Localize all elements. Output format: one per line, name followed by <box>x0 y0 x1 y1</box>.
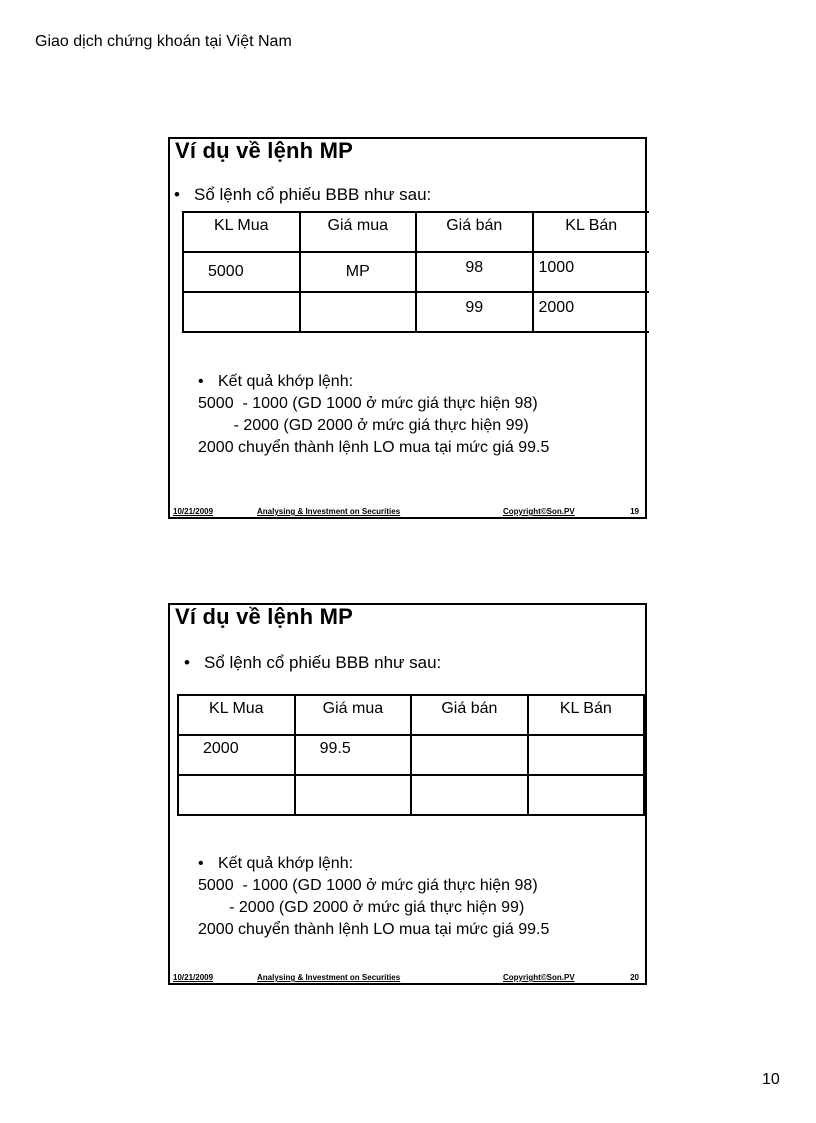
bullet-icon: • <box>184 653 190 672</box>
table-row <box>183 252 649 292</box>
table-cell <box>183 292 300 332</box>
result-line: - 2000 (GD 2000 ở mức giá thực hiện 99) <box>198 899 525 916</box>
table-cell: 98 <box>416 252 533 292</box>
table-cell <box>411 735 527 775</box>
order-book-table <box>177 694 645 816</box>
table-cell: 2000 <box>178 735 295 775</box>
slide-footer <box>173 505 639 516</box>
slide-intro <box>184 653 441 673</box>
page-header: Giao dịch chứng khoán tại Việt Nam <box>35 33 292 50</box>
header-kl-ban: KL Bán <box>528 695 644 735</box>
slide-intro <box>174 185 431 205</box>
table-header-row <box>178 695 644 735</box>
footer-slide-number: 20 <box>630 973 639 982</box>
table-cell <box>300 292 417 332</box>
footer-course: Analysing & Investment on Securities <box>257 507 401 516</box>
footer-date: 10/21/2009 <box>173 973 214 982</box>
table-cell: 2000 <box>533 292 650 332</box>
bullet-icon: • <box>198 855 204 872</box>
slide-title: Ví dụ về lệnh MP <box>175 138 354 163</box>
table-cell <box>178 775 295 815</box>
footer-course: Analysing & Investment on Securities <box>257 973 401 982</box>
result-line: - 2000 (GD 2000 ở mức giá thực hiện 99) <box>198 417 529 434</box>
header-kl-mua: KL Mua <box>183 212 300 252</box>
footer-copyright: Copyright©Son.PV <box>503 973 575 982</box>
table-row <box>178 775 644 815</box>
table-row <box>183 292 649 332</box>
result-line: 5000 - 1000 (GD 1000 ở mức giá thực hiện 98) <box>198 877 538 894</box>
match-result <box>198 371 549 459</box>
table-header-row <box>183 212 649 252</box>
header-kl-ban: KL Bán <box>533 212 650 252</box>
table-cell: 99.5 <box>295 735 412 775</box>
table-cell <box>528 775 644 815</box>
order-book-table <box>182 211 649 333</box>
slide-title: Ví dụ về lệnh MP <box>175 604 354 629</box>
result-heading: Kết quả khớp lệnh: <box>218 373 354 390</box>
table-cell <box>411 775 527 815</box>
bullet-icon: • <box>174 185 180 204</box>
header-kl-mua: KL Mua <box>178 695 295 735</box>
slide-19 <box>168 137 647 519</box>
bullet-icon: • <box>198 373 204 390</box>
result-line: 5000 - 1000 (GD 1000 ở mức giá thực hiện 98) <box>198 395 538 412</box>
footer-date: 10/21/2009 <box>173 507 214 516</box>
table-cell: MP <box>300 252 417 292</box>
footer-slide-number: 19 <box>630 507 639 516</box>
result-heading: Kết quả khớp lệnh: <box>218 855 354 872</box>
table-cell: 1000 <box>533 252 650 292</box>
slide-20 <box>168 603 647 985</box>
table-cell <box>295 775 412 815</box>
intro-text: Sổ lệnh cổ phiếu BBB như sau: <box>204 653 442 672</box>
match-result <box>198 853 549 941</box>
header-gia-mua: Giá mua <box>295 695 412 735</box>
table-cell <box>528 735 644 775</box>
table-cell: 99 <box>416 292 533 332</box>
intro-text: Sổ lệnh cổ phiếu BBB như sau: <box>194 185 432 204</box>
header-gia-mua: Giá mua <box>300 212 417 252</box>
result-line: 2000 chuyển thành lệnh LO mua tại mức giá 99.5 <box>198 921 550 938</box>
header-gia-ban: Giá bán <box>411 695 527 735</box>
slide-footer <box>173 971 639 982</box>
page-number: 10 <box>762 1071 780 1088</box>
header-gia-ban: Giá bán <box>416 212 533 252</box>
result-line: 2000 chuyển thành lệnh LO mua tại mức giá 99.5 <box>198 439 550 456</box>
table-cell: 5000 <box>183 252 300 292</box>
table-row <box>178 735 644 775</box>
footer-copyright: Copyright©Son.PV <box>503 507 575 516</box>
